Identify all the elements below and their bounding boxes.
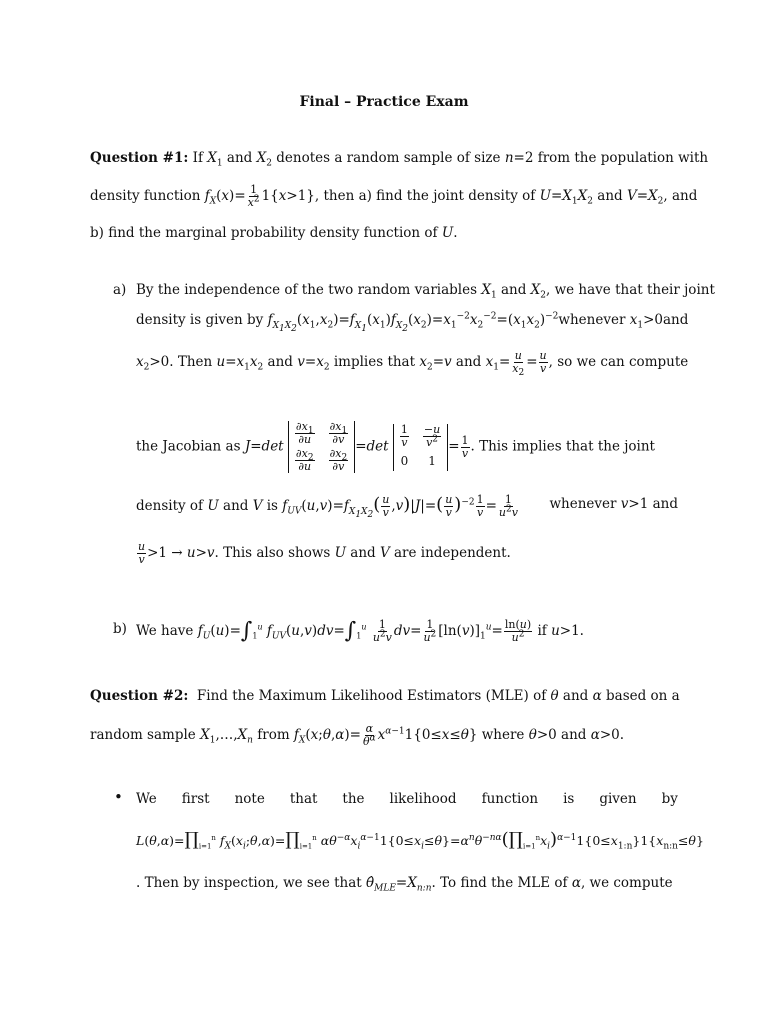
q2-label: Question #2: — [90, 688, 189, 704]
jacobian-matrix-2: $\frac{1}{v}$ $\frac{-u}{v^2}$ 0 1 — [393, 424, 448, 471]
part-a-line-4: the Jacobian as J=det $\frac{\partial x_1}{\partial u}$ $\frac{\partial x_1}{\partial v}$ $\frac{\partial x_2}{\partial u}$ $\frac{\partial x_2}{\partial v}$ =det $\frac{1}{v}$ $\frac{-u}{v^2}$ 0 1 = $\frac{1}{v}$ . This implies that the joint — [136, 420, 655, 473]
jacobian-matrix-1: $\frac{\partial x_1}{\partial u}$ $\frac{\partial x_1}{\partial v}$ $\frac{\partial x_2}{\partial u}$ $\frac{\partial x_2}{\partial v}$ — [288, 421, 355, 473]
part-b-marker: b) — [113, 621, 127, 637]
q2-line-2: random sample $X_1,\dots,X_n$ from $f_X(x;\theta,\alpha)=$ $\frac{\alpha}{\theta^\alpha}$ $x^{\alpha-1}1\{0\le x\le\theta\}$ where θ>0 and α>0. — [90, 722, 625, 748]
q2-line-1: Question #2: Find the Maximum Likelihood Estimators (MLE) of θ and α based on a — [90, 688, 680, 704]
bullet-dot: • — [114, 788, 123, 806]
q1-line-1: Question #1: If $X_1$ and $X_2$ denotes a random sample of size n=2 from the population with — [90, 150, 709, 169]
part-a-line-6: $\frac{u}{v}$ >1 → u>v. This also shows U and V are independent. — [138, 540, 511, 566]
part-a-line-5: density of U and V is $f_{UV}(u,v)=f_{X_1X_2}$( $\frac{u}{v}$ ,v)|J|=( $\frac{u}{v}$ )$^{-2}$ $\frac{1}{v}$ = $\frac{1}{u^2v}$ whenever v>1 and — [136, 493, 678, 520]
q1-line-3: b) find the marginal probability density function of U. — [90, 225, 458, 241]
bullet-line-1: We first note that the likelihood function is given by — [136, 791, 678, 807]
q1-line-2: density function $f_X(x)=$ $\frac{1}{x^2}$ 1{x>1}, then a) find the joint density of $U=X_1X_2$ and $V=X_2$, and — [90, 183, 698, 209]
bullet-line-3: . Then by inspection, we see that $\thetâ_{MLE}=X_{n:n}$. To find the MLE of α, we compute — [136, 875, 673, 894]
part-b-line-1: We have $f_U(u)=\int_1^u$ $f_{UV}(u,v)dv=\int_1^u$ $\frac{1}{u^2v}$ dv= $\frac{1}{u^2}$ $[\ln(v)]_1^u=$ $\frac{\ln(u)}{u^2}$ if u>1. — [136, 618, 584, 644]
bullet-line-2: $L(\theta,\alpha)=\prod_{i=1}^n$ $f_X(x_i;\theta,\alpha)=\prod_{i=1}^n$ $\alpha\theta^{-\alpha}x_i^{\alpha-1}1\{0\le x_i\le\theta\}=\alpha^n\theta^{-n\alpha}(\prod_{i=1}^nx_i)^{\alpha-1}1\{0\le x_{1:n}\}1\{x_{n:n}\le\theta\}$ — [136, 829, 704, 852]
part-a-line-3: $x_2>0$. Then $u=x_1x_2$ and $v=x_2$ implies that $x_2=v$ and $x_1=$ $\frac{u}{x_2}$ = $\frac{u}{v}$ , so we can compute — [136, 349, 689, 379]
part-a-line-2: density is given by $f_{X_1X_2}(x_1,x_2)=f_{X_1}(x_1)f_{X_2}(x_2)=x_1^{-2}x_2^{-2}=(x_1x_2)^{-2}$ whenever $x_1>0$ and — [136, 311, 689, 334]
part-a-line-1: By the independence of the two random variables $X_1$ and $X_2$, we have that their joint — [136, 282, 715, 301]
part-a-marker: a) — [113, 282, 127, 298]
page-title: Final – Practice Exam — [299, 94, 469, 110]
q1-label: Question #1: — [90, 150, 189, 166]
